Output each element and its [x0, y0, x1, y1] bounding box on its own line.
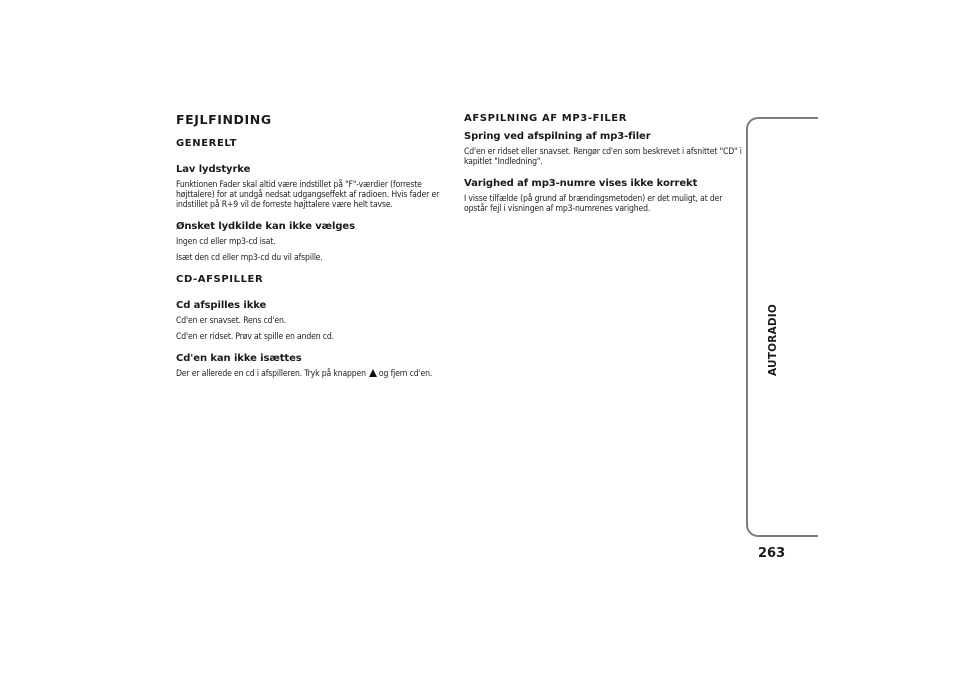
- issue-cd-not-playing: [176, 299, 454, 342]
- issue-source-not-selectable: [176, 220, 454, 263]
- right-column: [464, 112, 742, 224]
- cd-player-heading: CD-AFSPILLER: [176, 274, 264, 285]
- issue-cd-cannot-insert: [176, 352, 454, 379]
- general-heading: GENERELT: [176, 138, 238, 149]
- chapter-tab-frame: [746, 117, 818, 537]
- page-number: 263: [758, 546, 786, 561]
- issue-low-volume: [176, 163, 454, 210]
- issue-text: Isæt den cd eller mp3-cd du vil afspille.: [176, 253, 323, 263]
- issue-title: Cd'en kan ikke isættes: [176, 353, 302, 364]
- issue-title: Cd afspilles ikke: [176, 300, 267, 311]
- chapter-tab-label: [766, 300, 780, 380]
- issue-title: Varighed af mp3-numre vises ikke korrekt: [464, 178, 698, 189]
- issue-text: Ingen cd eller mp3-cd isat.: [176, 237, 276, 247]
- chapter-label-text: AUTORADIO: [767, 304, 780, 376]
- issue-text: I visse tilfælde (på grund af brændingsmetoden) er det muligt, at der opstår fejl i visningen af mp3-numrenes varighed.: [464, 194, 723, 214]
- issue-text-before: Der er allerede en cd i afspilleren. Tryk på knappen: [176, 369, 366, 379]
- issue-mp3-skipping: [464, 130, 742, 167]
- issue-title: Spring ved afspilning af mp3-filer: [464, 131, 651, 142]
- eject-icon: [369, 369, 377, 377]
- issue-text: Cd'en er snavset. Rens cd'en.: [176, 316, 287, 326]
- issue-text: Cd'en er ridset. Prøv at spille en anden cd.: [176, 332, 334, 342]
- issue-text-after: og fjern cd'en.: [378, 369, 433, 379]
- troubleshooting-heading: FEJLFINDING: [176, 112, 272, 127]
- mp3-playback-heading: AFSPILNING AF MP3-FILER: [464, 113, 628, 124]
- issue-text: Funktionen Fader skal altid være indstillet på "F"-værdier (forreste højttalere) for at undgå nedsat udgangseffekt af radioen. Hvis fader er indstillet på R+9 vil de forreste højttalere være helt tavse.: [176, 180, 440, 210]
- issue-text: Cd'en er ridset eller snavset. Rengør cd'en som beskrevet i afsnittet "CD" i kapitlet "Indledning".: [464, 147, 742, 167]
- left-column: [176, 112, 454, 389]
- issue-title: Ønsket lydkilde kan ikke vælges: [176, 221, 355, 232]
- issue-title: Lav lydstyrke: [176, 164, 251, 175]
- issue-text: [176, 369, 454, 379]
- issue-mp3-duration: [464, 177, 742, 214]
